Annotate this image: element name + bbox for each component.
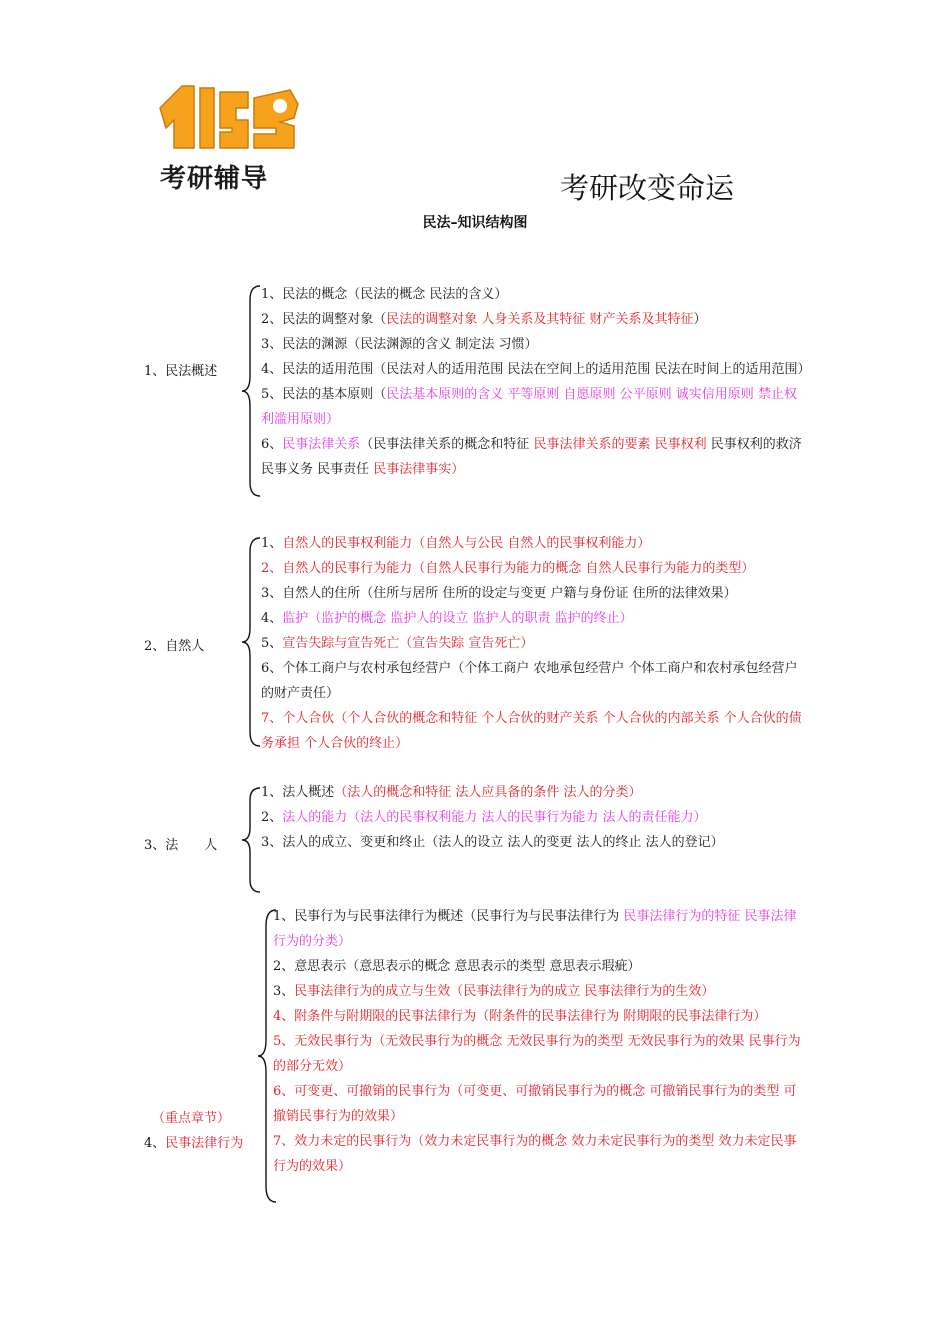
item-text: 2、意思表示（意思表示的概念 意思表示的类型 意思表示瑕疵）: [273, 959, 641, 974]
outline-item: [273, 1029, 809, 1079]
outline-item: [261, 282, 809, 307]
item-text: 民事法律关系的要素 民事权利: [533, 437, 707, 452]
item-text: ）: [693, 312, 707, 327]
outline-item: [261, 332, 809, 357]
section-label: [144, 1132, 243, 1151]
item-text: 5、: [261, 636, 283, 651]
item-text: 1、: [261, 536, 283, 551]
section-items: [261, 282, 809, 482]
item-text: （民事法律关系的概念和特征: [360, 437, 534, 452]
item-text: 3、法人的成立、变更和终止（法人的设立 法人的变更 法人的终止 法人的登记）: [261, 835, 724, 850]
item-text: 1、民事行为与民事法律行为概述（民事行为与民事法律行为: [273, 909, 624, 924]
section-label: 1、民法概述: [144, 364, 218, 379]
item-text: 民事法律行为的成立与生效（民事法律行为的成立 民事法律行为的生效）: [294, 984, 715, 999]
item-text: 5、无效民事行为（无效民事行为的概念 无效民事行为的类型 无效民事行为的效果 民事行为的部分无效）: [273, 1034, 801, 1074]
item-text: 民事法律关系: [282, 437, 361, 452]
item-text: 4、民法的适用范围（民法对人的适用范围 民法在空间上的适用范围 民法在时间上的适用范围）: [261, 362, 811, 377]
outline-item: [261, 780, 809, 805]
item-text: 7、效力未定的民事行为（效力未定民事行为的概念 效力未定民事行为的类型 效力未定民事行为的效果）: [273, 1134, 797, 1174]
outline-item: [273, 1129, 809, 1179]
outline-item: [261, 805, 809, 830]
item-text: 2、民法的调整对象（: [261, 312, 387, 327]
section-label: 2、自然人: [144, 639, 205, 654]
section-label: 3、法 人: [144, 838, 218, 853]
outline-item: [273, 1004, 809, 1029]
page-title: 民法–知识结构图: [422, 215, 528, 231]
item-text: 1、法人概述: [261, 785, 335, 800]
outline-item: [261, 531, 809, 556]
item-text: 3、: [273, 984, 295, 999]
item-text: 6、可变更、可撤销的民事行为（可变更、可撤销民事行为的概念 可撤销民事行为的类型 可撤销民事行为的效果）: [273, 1084, 797, 1124]
item-text: 4、: [261, 611, 283, 626]
item-text: 民法基本原则的含义 平等原则 自愿原则 公平原则 诚实信用原则 禁止权利滥用原则）: [261, 387, 797, 427]
item-text: 6、: [261, 437, 283, 452]
outline-item: [261, 631, 809, 656]
outline-item: [273, 1079, 809, 1129]
item-text: 民事法律事实）: [373, 462, 465, 477]
item-text: 自然人的民事权利能力（自然人与公民 自然人的民事权利能力）: [282, 536, 651, 551]
item-text: 3、民法的渊源（民法渊源的含义 制定法 习惯）: [261, 337, 538, 352]
item-text: 5、民法的基本原则（: [261, 387, 387, 402]
item-text: 监护（监护的概念 监护人的设立 监护人的职责 监护的终止）: [282, 611, 633, 626]
item-text: 7、个人合伙（个人合伙的概念和特征 个人合伙的财产关系 个人合伙的内部关系 个人合伙的债务承担 个人合伙的终止）: [261, 711, 802, 751]
outline-item: [261, 706, 809, 756]
item-text: 6、个体工商户与农村承包经营户（个体工商户 农地承包经营户 个体工商户和农村承包经营户的财产责任）: [261, 661, 798, 701]
section-items: [261, 780, 809, 855]
outline-item: [261, 606, 809, 631]
item-text: 法人的能力（法人的民事权利能力 法人的民事行为能力 法人的责任能力）: [282, 810, 707, 825]
outline-item: [261, 357, 809, 382]
outline-item: [261, 432, 809, 482]
item-text: 民事法律行为的特征 民事法律行为的分类）: [273, 909, 797, 949]
section-items: [261, 531, 809, 756]
outline-item: [261, 382, 809, 432]
outline-item: [273, 904, 809, 954]
outline-item: [261, 556, 809, 581]
item-text: 2、自然人的民事行为能力（自然人民事行为能力的概念 自然人民事行为能力的类型）: [261, 561, 755, 576]
item-text: 民法的调整对象 人身关系及其特征 财产关系及其特征: [386, 312, 694, 327]
outline-item: [261, 307, 809, 332]
item-text: 民事权利的救济 民事义务 民事责任: [261, 437, 802, 477]
item-text: （法人的概念和特征 法人应具备的条件 法人的分类）: [334, 785, 642, 800]
item-text: 4、附条件与附期限的民事法律行为（附条件的民事法律行为 附期限的民事法律行为）: [273, 1009, 767, 1024]
outline-item: [261, 830, 809, 855]
section-label-prefix: 4、: [144, 1136, 166, 1151]
item-text: 2、: [261, 810, 283, 825]
section-note: （重点章节）: [152, 1111, 231, 1126]
outline-item: [261, 581, 809, 606]
outline-item: [273, 979, 809, 1004]
item-text: 宣告失踪与宣告死亡（宣告失踪 宣告死亡）: [282, 636, 534, 651]
logo-text: 考研辅导: [160, 164, 269, 194]
section-items: [273, 904, 809, 1179]
item-text: 1、民法的概念（民法的概念 民法的含义）: [261, 287, 508, 302]
outline-item: [261, 656, 809, 706]
section-label-text: 民事法律行为: [165, 1136, 244, 1151]
item-text: 3、自然人的住所（住所与居所 住所的设定与变更 户籍与身份证 住所的法律效果）: [261, 586, 737, 601]
outline-item: [273, 954, 809, 979]
slogan: 考研改变命运: [560, 171, 735, 205]
